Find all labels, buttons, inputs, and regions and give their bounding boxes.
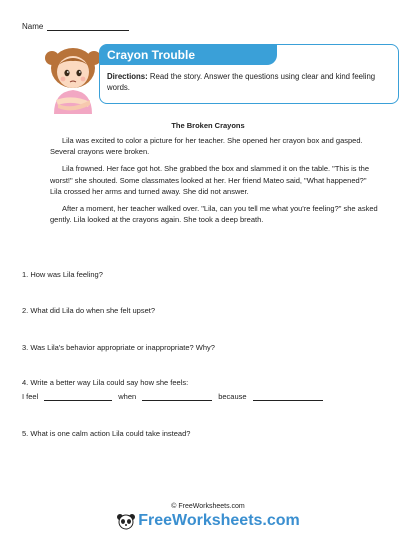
- name-row: [22, 22, 129, 31]
- name-field[interactable]: [47, 22, 129, 31]
- question-2: 2. What did Lila do when she felt upset?: [22, 306, 156, 315]
- name-label: Name: [22, 22, 44, 31]
- when-label: when: [118, 392, 137, 401]
- feeling-blank[interactable]: [44, 393, 112, 401]
- story-paragraph: Lila was excited to color a picture for her teacher. She opened her crayon box and gasped. Several crayons were broken.: [50, 136, 363, 157]
- when-blank[interactable]: [142, 393, 212, 401]
- story-paragraph: After a moment, her teacher walked over. "Lila, can you tell me what you're feeling?" she asked gently. Lila looked at the crayons again. She took a deep breath.: [50, 204, 378, 225]
- directions-text: Read the story. Answer the questions using clear and kind feeling words.: [107, 72, 376, 92]
- because-label: because: [218, 392, 247, 401]
- panda-icon: [116, 512, 136, 530]
- worksheet-title: Crayon Trouble: [100, 45, 277, 65]
- site-logo: [0, 512, 416, 530]
- girl-illustration: [42, 44, 104, 114]
- directions-label: Directions:: [107, 72, 148, 81]
- story-title: The Broken Crayons: [171, 121, 245, 130]
- instructions-card: [99, 44, 399, 104]
- copyright-text: © FreeWorksheets.com: [171, 503, 245, 510]
- question-3: 3. Was Lila's behavior appropriate or inappropriate? Why?: [22, 343, 215, 352]
- question-4: 4. Write a better way Lila could say how she feels:: [22, 378, 189, 387]
- story-paragraph: Lila frowned. Her face got hot. She grabbed the box and slammed it on the table. "This is the worst!" she shouted. Some classmates looked at her. Her friend Mateo said, "What happened?" Lila crossed her arms and turned away. She did not answer.: [50, 164, 370, 196]
- story-text: [50, 135, 380, 231]
- question-1: 1. How was Lila feeling?: [22, 270, 103, 279]
- feeling-sentence-row: [22, 392, 329, 401]
- question-5: 5. What is one calm action Lila could take instead?: [22, 429, 191, 438]
- because-blank[interactable]: [253, 393, 323, 401]
- site-logo-text: FreeWorksheets.com: [138, 512, 300, 530]
- directions: [107, 71, 391, 93]
- i-feel-label: I feel: [22, 392, 39, 401]
